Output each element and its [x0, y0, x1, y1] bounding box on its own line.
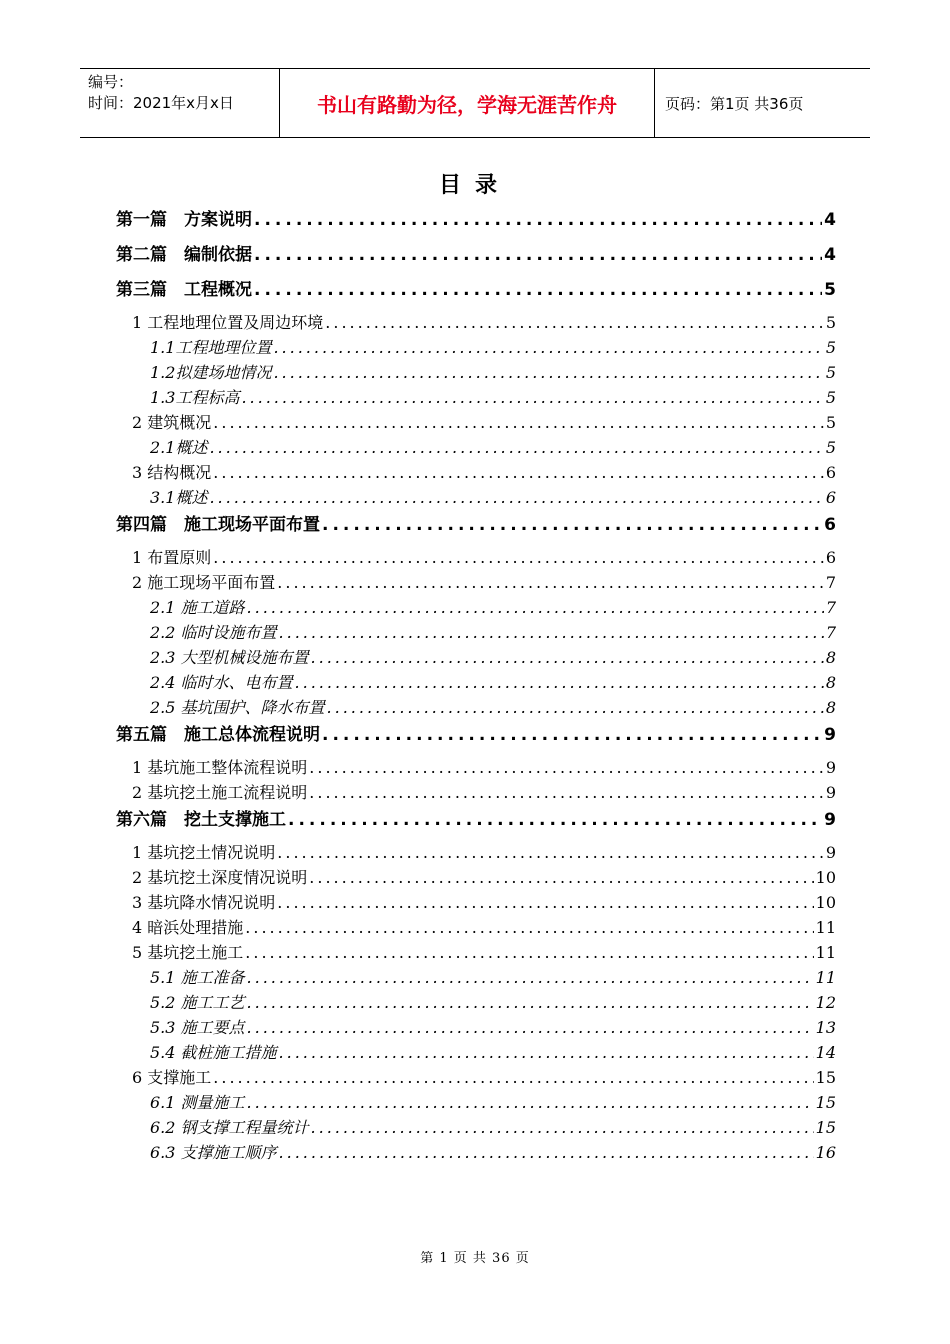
- toc-entry-label: 6 支撑施工: [132, 1068, 212, 1087]
- toc-entry-part[interactable]: [116, 205, 836, 240]
- toc-entry-page: 7: [825, 573, 836, 592]
- toc-entry-page: 5: [825, 413, 836, 432]
- toc-leader-dots: [309, 783, 824, 802]
- toc-leader-dots: [247, 993, 814, 1012]
- toc-entry-sub[interactable]: [116, 1115, 836, 1140]
- toc-entry-page: 10: [815, 893, 836, 912]
- page-header: [80, 68, 870, 138]
- toc-entry-sec[interactable]: [116, 545, 836, 570]
- toc-entry-sec[interactable]: [116, 780, 836, 805]
- toc-leader-dots: [277, 893, 813, 912]
- toc-entry-sub[interactable]: [116, 595, 836, 620]
- toc-entry-label: 5.3 施工要点: [150, 1018, 245, 1037]
- toc-entry-label: 2 基坑挖土深度情况说明: [132, 868, 308, 887]
- toc-entry-part[interactable]: [116, 275, 836, 310]
- toc-entry-page: 11: [815, 943, 836, 962]
- toc-leader-dots: [213, 1068, 813, 1087]
- toc-entry-page: 13: [815, 1018, 836, 1037]
- toc-entry-page: 7: [825, 623, 836, 642]
- toc-entry-sec[interactable]: [116, 410, 836, 435]
- toc-entry-label: 1.1工程地理位置: [150, 338, 272, 357]
- toc-entry-page: 14: [815, 1043, 836, 1062]
- toc-entry-label: 1 工程地理位置及周边环境: [132, 313, 324, 332]
- toc-entry-page: 10: [815, 868, 836, 887]
- toc-entry-page: 12: [815, 993, 836, 1012]
- toc-entry-sec[interactable]: [116, 755, 836, 780]
- toc-entry-sub[interactable]: [116, 360, 836, 385]
- toc-leader-dots: [279, 1143, 814, 1162]
- toc-entry-sub[interactable]: [116, 645, 836, 670]
- toc-entry-label: 3 结构概况: [132, 463, 212, 482]
- toc-entry-label: 5.4 截桩施工措施: [150, 1043, 277, 1062]
- toc-entry-page: 9: [825, 758, 836, 777]
- toc-entry-label: 第三篇 工程概况: [116, 280, 252, 300]
- toc-entry-page: 5: [825, 313, 836, 332]
- toc-entry-sec[interactable]: [116, 915, 836, 940]
- toc-entry-page: 7: [825, 598, 836, 617]
- toc-entry-sub[interactable]: [116, 385, 836, 410]
- toc-entry-label: 2.2 临时设施布置: [150, 623, 277, 642]
- toc-leader-dots: [209, 438, 823, 457]
- toc-entry-label: 第四篇 施工现场平面布置: [116, 515, 320, 535]
- toc-leader-dots: [247, 598, 824, 617]
- toc-entry-sec[interactable]: [116, 840, 836, 865]
- toc-leader-dots: [245, 943, 813, 962]
- toc-entry-sub[interactable]: [116, 695, 836, 720]
- toc-leader-dots: [279, 1043, 814, 1062]
- toc-leader-dots: [247, 1018, 814, 1037]
- toc-leader-dots: [213, 413, 824, 432]
- toc-leader-dots: [273, 338, 823, 357]
- toc-entry-page: 6: [825, 488, 836, 507]
- toc-entry-page: 8: [825, 698, 836, 717]
- toc-entry-page: 15: [815, 1093, 836, 1112]
- toc-entry-sub[interactable]: [116, 1040, 836, 1065]
- toc-entry-label: 5.1 施工准备: [150, 968, 245, 987]
- toc-leader-dots: [327, 698, 824, 717]
- toc-entry-label: 第五篇 施工总体流程说明: [116, 725, 320, 745]
- toc-entry-page: 15: [815, 1068, 836, 1087]
- toc-entry-page: 5: [825, 363, 836, 382]
- toc-entry-label: 2 基坑挖土施工流程说明: [132, 783, 308, 802]
- toc-entry-label: 5 基坑挖土施工: [132, 943, 244, 962]
- toc-entry-label: 6.1 测量施工: [150, 1093, 245, 1112]
- toc-entry-sub[interactable]: [116, 1015, 836, 1040]
- toc-leader-dots: [309, 758, 824, 777]
- toc-leader-dots: [325, 313, 824, 332]
- toc-entry-sec[interactable]: [116, 460, 836, 485]
- toc-entry-sub[interactable]: [116, 965, 836, 990]
- toc-entry-sub[interactable]: [116, 670, 836, 695]
- toc-entry-label: 2 建筑概况: [132, 413, 212, 432]
- toc-entry-sub[interactable]: [116, 1140, 836, 1165]
- toc-entry-label: 1.3工程标高: [150, 388, 240, 407]
- toc-leader-dots: [241, 388, 823, 407]
- toc-entry-label: 4 暗浜处理措施: [132, 918, 244, 937]
- toc-leader-dots: [277, 843, 824, 862]
- toc-entry-sec[interactable]: [116, 1065, 836, 1090]
- header-left-cell: [80, 69, 280, 137]
- document-date-label: 时间：2021年x月x日: [88, 94, 234, 112]
- toc-leader-dots: [254, 280, 822, 300]
- toc-entry-label: 2 施工现场平面布置: [132, 573, 276, 592]
- toc-entry-label: 2.3 大型机械设施布置: [150, 648, 309, 667]
- toc-entry-page: 4: [824, 210, 836, 230]
- toc-entry-page: 9: [825, 783, 836, 802]
- toc-entry-label: 2.5 基坑围护、降水布置: [150, 698, 325, 717]
- toc-leader-dots: [279, 623, 824, 642]
- toc-entry-sub[interactable]: [116, 1090, 836, 1115]
- toc-entry-label: 5.2 施工工艺: [150, 993, 245, 1012]
- toc-leader-dots: [247, 1093, 814, 1112]
- toc-leader-dots: [245, 918, 813, 937]
- toc-entry-sub[interactable]: [116, 485, 836, 510]
- toc-entry-page: 6: [825, 548, 836, 567]
- toc-entry-page: 9: [825, 843, 836, 862]
- toc-leader-dots: [277, 573, 824, 592]
- toc-entry-label: 3.1概述: [150, 488, 208, 507]
- toc-leader-dots: [213, 548, 824, 567]
- toc-entry-label: 3 基坑降水情况说明: [132, 893, 276, 912]
- toc-entry-page: 8: [825, 648, 836, 667]
- toc-entry-part[interactable]: [116, 510, 836, 545]
- toc-entry-page: 6: [824, 515, 836, 535]
- toc-entry-sub[interactable]: [116, 990, 836, 1015]
- toc-entry-page: 5: [825, 338, 836, 357]
- toc-entry-part[interactable]: [116, 720, 836, 755]
- toc-leader-dots: [209, 488, 823, 507]
- toc-entry-sec[interactable]: [116, 570, 836, 595]
- toc-entry-sub[interactable]: [116, 620, 836, 645]
- toc-entry-part[interactable]: [116, 240, 836, 275]
- toc-entry-page: 6: [825, 463, 836, 482]
- toc-leader-dots: [247, 968, 814, 987]
- toc-entry-sec[interactable]: [116, 890, 836, 915]
- toc-leader-dots: [254, 245, 822, 265]
- toc-leader-dots: [322, 725, 822, 745]
- toc-entry-page: 9: [824, 725, 836, 745]
- toc-entry-part[interactable]: [116, 805, 836, 840]
- toc-entry-label: 1 基坑施工整体流程说明: [132, 758, 308, 777]
- toc-entry-sub[interactable]: [116, 335, 836, 360]
- toc-entry-page: 16: [815, 1143, 836, 1162]
- toc-entry-page: 8: [825, 673, 836, 692]
- toc-title: 目录: [438, 173, 511, 198]
- toc-leader-dots: [311, 648, 824, 667]
- header-page-info: 页码：第1页 共36页: [665, 94, 804, 113]
- toc-entry-sec[interactable]: [116, 940, 836, 965]
- toc-entry-label: 第一篇 方案说明: [116, 210, 252, 230]
- toc-leader-dots: [311, 1118, 814, 1137]
- toc-entry-sub[interactable]: [116, 435, 836, 460]
- toc-leader-dots: [213, 463, 824, 482]
- toc-entry-page: 4: [824, 245, 836, 265]
- toc-entry-sec[interactable]: [116, 865, 836, 890]
- document-number-label: 编号：: [88, 73, 134, 91]
- toc-entry-label: 2.4 临时水、电布置: [150, 673, 293, 692]
- toc-leader-dots: [309, 868, 813, 887]
- toc-leader-dots: [273, 363, 823, 382]
- toc-entry-page: 5: [825, 388, 836, 407]
- page-footer: 第 1 页 共 36 页: [420, 1251, 530, 1266]
- toc-entry-label: 1.2拟建场地情况: [150, 363, 272, 382]
- toc-entry-label: 2.1 施工道路: [150, 598, 245, 617]
- toc-entry-label: 第二篇 编制依据: [116, 245, 252, 265]
- toc-entry-label: 2.1概述: [150, 438, 208, 457]
- toc-leader-dots: [295, 673, 824, 692]
- toc-entry-label: 第六篇 挖土支撑施工: [116, 810, 286, 830]
- toc-leader-dots: [322, 515, 822, 535]
- table-of-contents: [116, 205, 836, 1165]
- toc-entry-label: 6.2 钢支撑工程量统计: [150, 1118, 309, 1137]
- toc-entry-sec[interactable]: [116, 310, 836, 335]
- toc-leader-dots: [288, 810, 822, 830]
- toc-leader-dots: [254, 210, 822, 230]
- toc-entry-label: 1 布置原则: [132, 548, 212, 567]
- toc-entry-page: 9: [824, 810, 836, 830]
- toc-entry-page: 5: [825, 438, 836, 457]
- toc-entry-page: 11: [815, 968, 836, 987]
- toc-entry-page: 15: [815, 1118, 836, 1137]
- toc-entry-label: 1 基坑挖土情况说明: [132, 843, 276, 862]
- toc-entry-page: 11: [815, 918, 836, 937]
- toc-entry-label: 6.3 支撑施工顺序: [150, 1143, 277, 1162]
- header-motto: 书山有路勤为径，学海无涯苦作舟: [280, 69, 655, 137]
- toc-entry-page: 5: [824, 280, 836, 300]
